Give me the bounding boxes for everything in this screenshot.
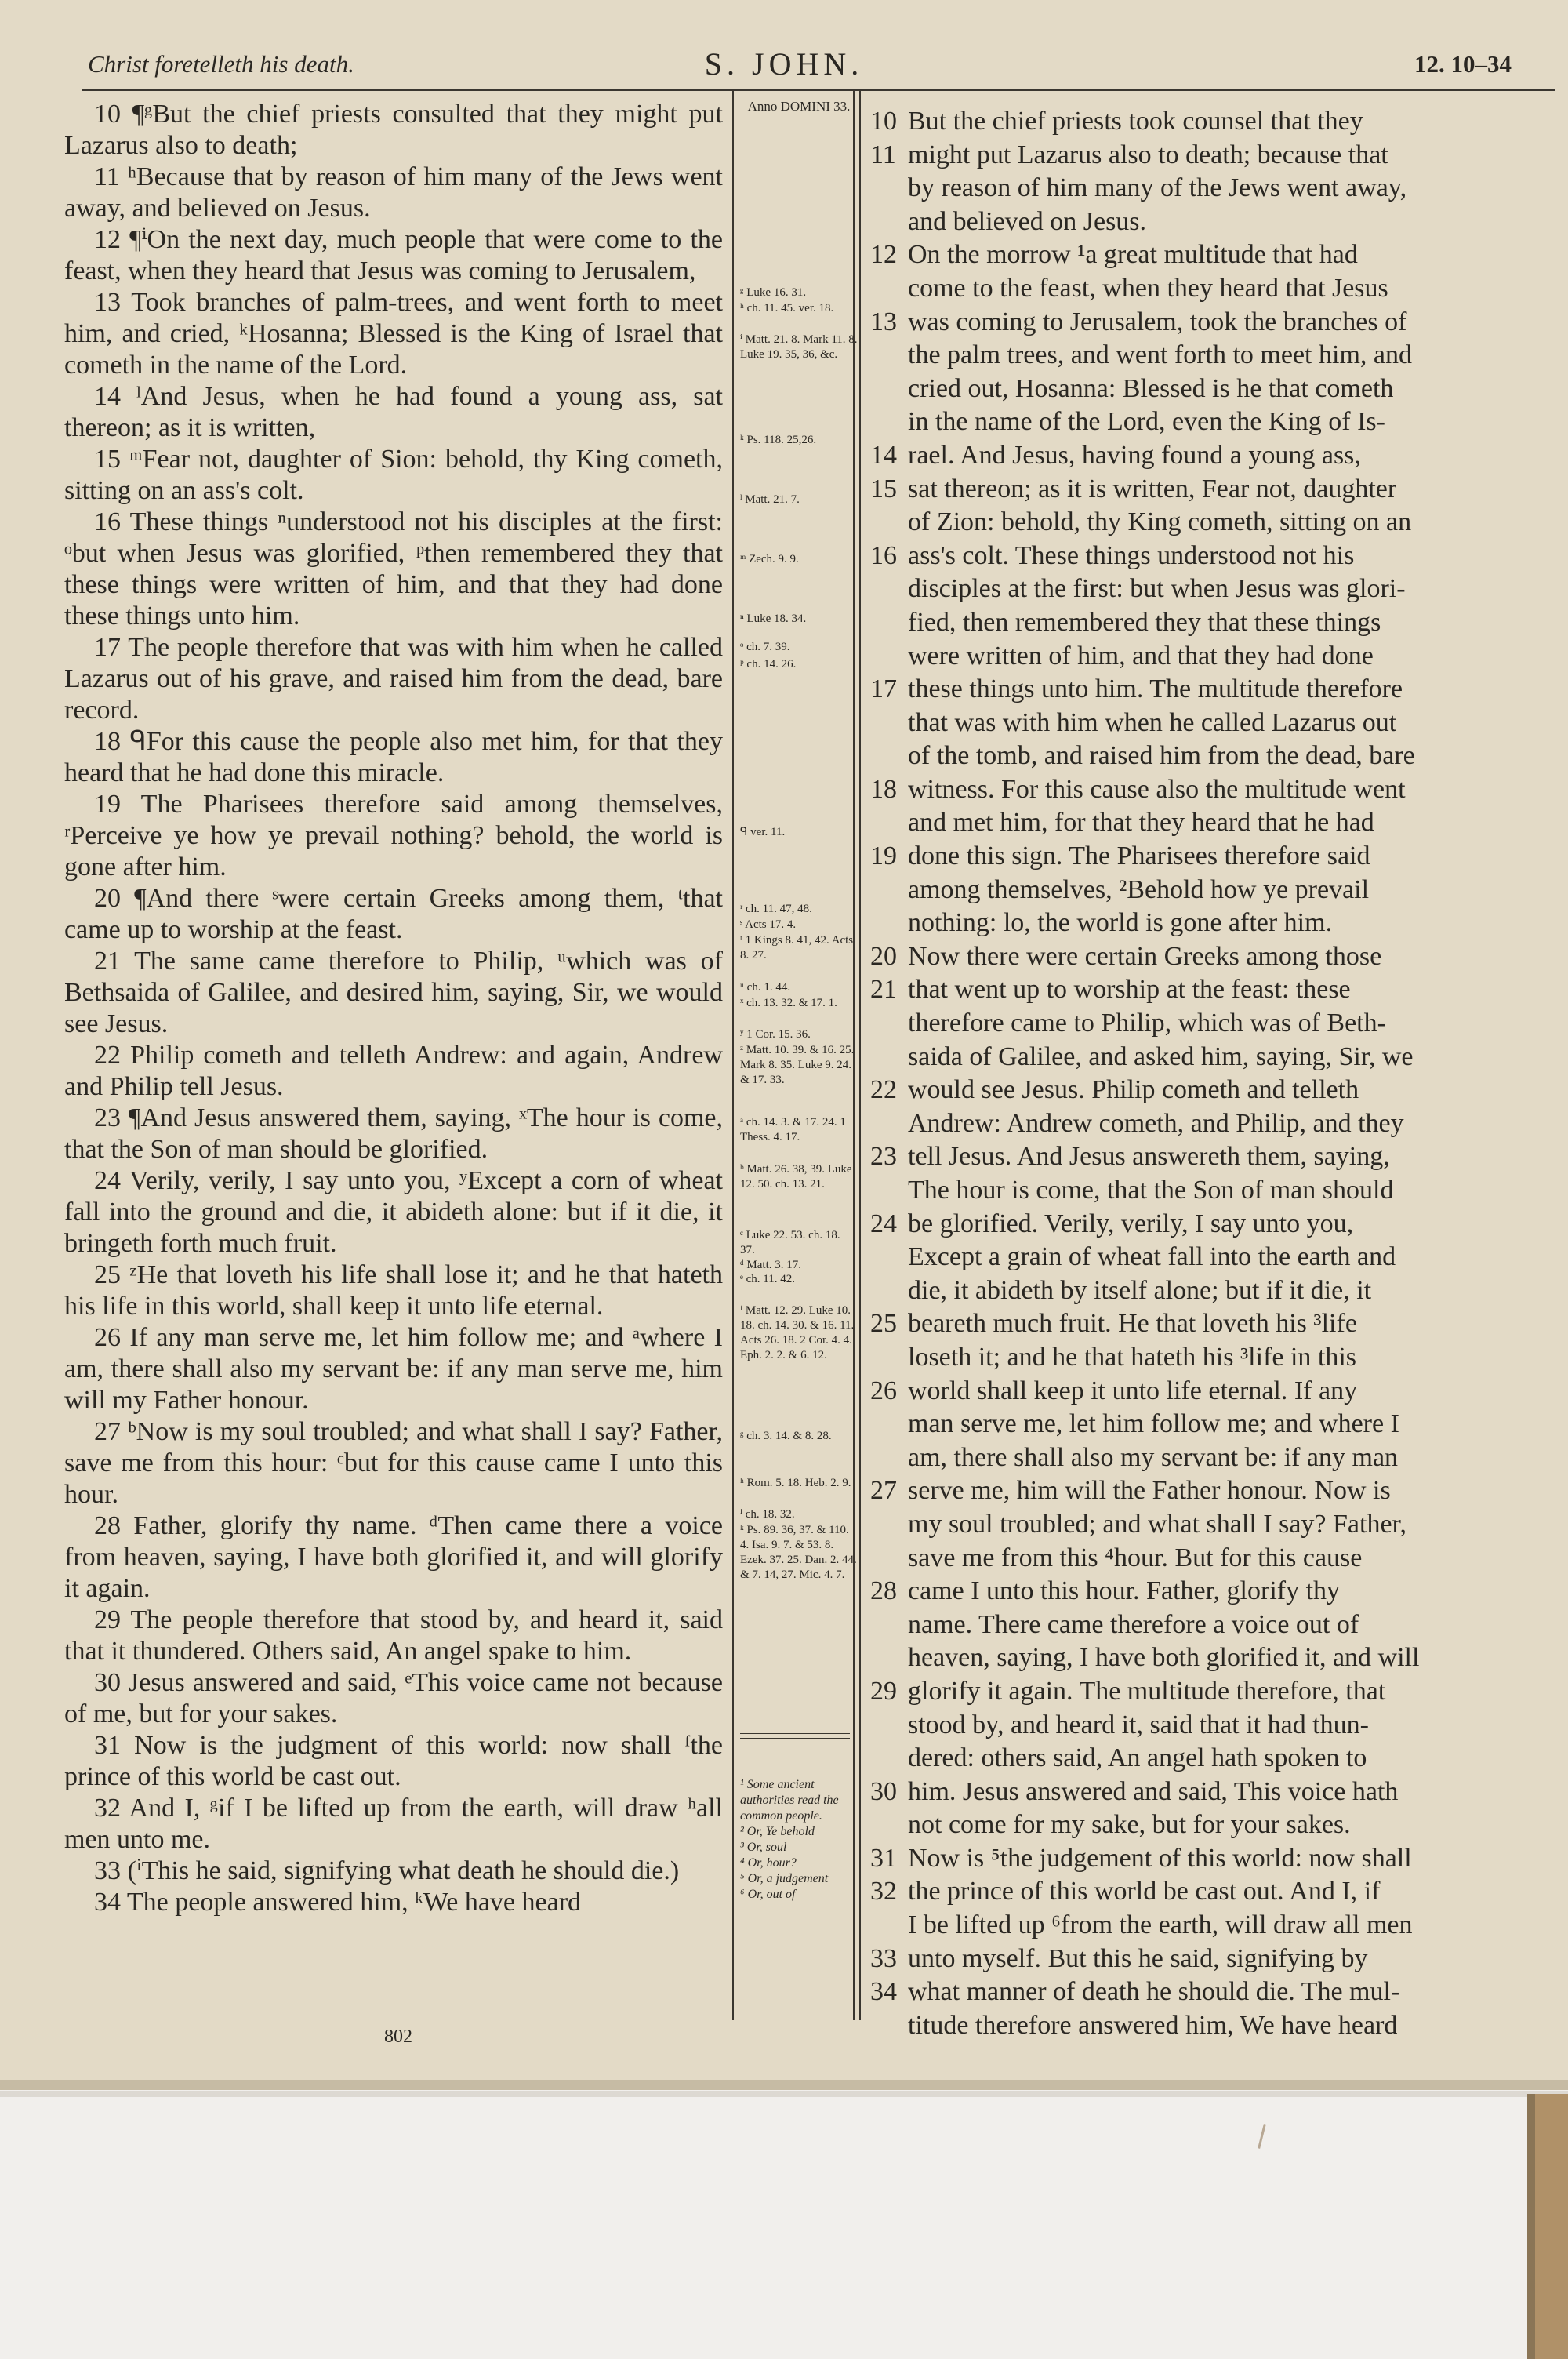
footnote-rule [740,1733,850,1734]
rv-line [870,339,1521,373]
verse: 17 The people therefore that was with him when he called Lazarus out of his grave, and raised him from the dead, bare record. [64,633,723,725]
verse-number: 33 [870,1943,897,1973]
margin-reference: ᵐ Zech. 9. 9. [740,553,799,565]
page-edge [0,2080,1568,2090]
rv-line [870,1909,1521,1943]
margin-reference: ᵘ ch. 1. 44. [740,981,791,994]
rv-line [870,1474,1521,1508]
margin-reference: ᵈ Matt. 3. 17. [740,1259,801,1271]
book-title: S. JOHN. [704,46,864,82]
bookmark-ribbon [1535,2094,1568,2359]
rv-text: beareth much fruit. He that loveth his ³life [908,1309,1357,1339]
verse: 18 ᑫFor this cause the people also met him, for that they heard that he had done this miracle. [64,727,723,787]
margin-reference: ⁱ Matt. 21. 8. Mark 11. 8. Luke 19. 35, 36, &c. [740,333,858,361]
rv-text: these things unto him. The multitude therefore [908,674,1403,704]
rv-line [870,1842,1521,1876]
revised-version-column [870,105,1521,2042]
footnote: ⁶ Or, out of [740,1888,796,1901]
rv-line [870,373,1521,406]
verse: 15 ᵐFear not, daughter of Sion: behold, thy King cometh, sitting on an ass's colt. [64,445,723,505]
rv-text: the palm trees, and went forth to meet him, and [908,340,1412,370]
margin-reference: ⁿ Luke 18. 34. [740,612,807,625]
rv-text: be glorified. Verily, verily, I say unto you, [908,1209,1354,1238]
footnote: ⁴ Or, hour? [740,1856,797,1870]
verse-number: 29 [870,1676,897,1706]
verse-number: 34 [870,1977,897,2007]
verse: 12 ¶ⁱOn the next day, much people that were come to the feast, when they heard that Jesus was coming to Jerusalem, [64,225,723,285]
page-shadow [0,2091,1568,2097]
rv-text: him. Jesus answered and said, This voice hath [908,1776,1399,1806]
rv-line [870,1608,1521,1642]
rv-text: nothing: lo, the world is gone after him. [908,908,1333,938]
stray-mark [1258,2124,1266,2149]
rv-text: not come for my sake, but for your sakes. [908,1810,1351,1840]
rv-line [870,907,1521,940]
rv-text: sat thereon; as it is written, Fear not, daughter [908,474,1397,503]
rv-line [870,840,1521,874]
rv-text: in the name of the Lord, even the King of Is- [908,407,1385,437]
rv-text: fied, then remembered they that these things [908,607,1381,637]
rv-line [870,1776,1521,1809]
verse-number: 30 [870,1776,897,1806]
rv-line [870,640,1521,674]
margin-reference: ᵍ ch. 3. 14. & 8. 28. [740,1430,832,1442]
verse: 28 Father, glorify thy name. ᵈThen came there a voice from heaven, saying, I have both glorified it, and will glorify it again. [64,1511,723,1603]
rv-line [870,973,1521,1007]
rv-text: save me from this ⁴hour. But for this cause [908,1543,1363,1572]
verse: 22 Philip cometh and telleth Andrew: and again, Andrew and Philip tell Jesus. [64,1041,723,1101]
rv-line [870,606,1521,640]
rv-line [870,1575,1521,1608]
rv-text: my soul troubled; and what shall I say? Father, [908,1509,1407,1539]
verse-number: 17 [870,674,897,704]
rv-line [870,1241,1521,1274]
verse-number: 21 [870,975,897,1005]
verse: 31 Now is the judgment of this world: now shall ᶠthe prince of this world be cast out. [64,1731,723,1791]
rv-text: Now is ⁵the judgement of this world: now shall [908,1843,1412,1873]
rv-text: But the chief priests took counsel that they [908,107,1363,136]
verse-number: 24 [870,1209,897,1238]
margin-reference: ˢ Acts 17. 4. [740,918,797,931]
rv-text: man serve me, let him follow me; and where I [908,1409,1399,1439]
footnote: ⁵ Or, a judgement [740,1872,829,1885]
rv-text: would see Jesus. Philip cometh and telleth [908,1075,1359,1105]
rv-text: Andrew: Andrew cometh, and Philip, and they [908,1108,1404,1138]
rv-text: that was with him when he called Lazarus out [908,707,1397,737]
rv-line [870,405,1521,439]
verse: 27 ᵇNow is my soul troubled; and what shall I say? Father, save me from this hour: ᶜbut for this cause came I unto this hour. [64,1417,723,1509]
footnote: ³ Or, soul [740,1841,787,1854]
header-rule [82,89,1555,91]
margin-reference: ᵉ ch. 11. 42. [740,1273,795,1285]
margin-reference: ʳ ch. 11. 47, 48. [740,903,812,915]
margin-reference: ᵇ Matt. 26. 38, 39. Luke 12. 50. ch. 13. 21. [740,1163,852,1190]
verse: 13 Took branches of palm-trees, and went forth to meet him, and cried, ᵏHosanna; Blessed is the King of Israel that cometh in the name of the Lord. [64,288,723,380]
verse: 20 ¶And there ˢwere certain Greeks among them, ᵗthat came up to worship at the feast. [64,884,723,944]
rv-line [870,806,1521,840]
rv-line [870,1307,1521,1341]
rv-line [870,1641,1521,1675]
rv-text: loseth it; and he that hateth his ³life in this [908,1342,1357,1372]
rv-line [870,238,1521,272]
verse-number: 32 [870,1877,897,1906]
rv-line [870,105,1521,139]
rv-text: The hour is come, that the Son of man should [908,1176,1394,1205]
rv-line [870,1508,1521,1542]
margin-reference: ᵗ 1 Kings 8. 41, 42. Acts 8. 27. [740,934,854,961]
margin-reference: ᵍ Luke 16. 31. [740,286,807,299]
verse-number: 19 [870,841,897,871]
rv-text: the prince of this world be cast out. And I, if [908,1877,1381,1906]
rv-text: world shall keep it unto life eternal. If any [908,1376,1358,1405]
margin-reference: ʰ ch. 11. 45. ver. 18. [740,302,834,314]
verse: 30 Jesus answered and said, ᵉThis voice came not because of me, but for your sakes. [64,1668,723,1728]
rv-line [870,1709,1521,1743]
rv-text: unto myself. But this he said, signifying by [908,1943,1368,1973]
verse-number: 27 [870,1476,897,1506]
rv-line [870,306,1521,340]
bookmark-ribbon-edge [1527,2094,1535,2359]
rv-line [870,1041,1521,1074]
footnotes [740,1777,856,1903]
rv-text: On the morrow ¹a great multitude that had [908,240,1358,270]
margin-reference: ʸ 1 Cor. 15. 36. [740,1028,811,1041]
rv-line [870,1208,1521,1241]
margin-reference: ᵏ Ps. 89. 36, 37. & 110. 4. Isa. 9. 7. & 53. 8. Ezek. 37. 25. Dan. 2. 44. & 7. 14, 27. Mic. 4. 7. [740,1524,857,1581]
verse: 21 The same came therefore to Philip, ᵘwhich was of Bethsaida of Galilee, and desired him, saying, Sir, we would see Jesus. [64,947,723,1038]
rv-text: ass's colt. These things understood not his [908,540,1355,570]
verse: 19 The Pharisees therefore said among themselves, ʳPerceive ye how ye prevail nothing? behold, the world is gone after him. [64,790,723,881]
verse-number: 20 [870,941,897,971]
rv-line [870,1140,1521,1174]
rv-text: that went up to worship at the feast: these [908,975,1351,1005]
rv-text: were written of him, and that they had done [908,641,1374,671]
chapter-verse-range: 12. 10–34 [1414,50,1512,78]
verse-number: 18 [870,774,897,804]
rv-text: serve me, him will the Father honour. Now is [908,1476,1391,1506]
rv-text: and believed on Jesus. [908,206,1147,236]
rv-line [870,172,1521,205]
rv-line [870,1808,1521,1842]
authorized-version-column [64,99,723,1918]
verse-number: 26 [870,1376,897,1405]
rv-line [870,1976,1521,2009]
rv-text: of Zion: behold, thy King cometh, sitting on an [908,507,1412,537]
rv-text: tell Jesus. And Jesus answereth them, saying, [908,1142,1390,1172]
rv-line [870,1074,1521,1107]
rv-text: cried out, Hosanna: Blessed is he that cometh [908,373,1394,403]
rv-text: stood by, and heard it, said that it had thun- [908,1710,1369,1739]
margin-reference: ˣ ch. 13. 32. & 17. 1. [740,997,837,1009]
rv-text: heaven, saying, I have both glorified it, and will [908,1643,1420,1673]
rv-line [870,1274,1521,1308]
rv-line [870,139,1521,173]
rv-text: saida of Galilee, and asked him, saying, Sir, we [908,1041,1414,1071]
rv-text: by reason of him many of the Jews went away, [908,173,1407,203]
rv-text: dered: others said, An angel hath spoken to [908,1743,1367,1773]
rv-line [870,540,1521,573]
rv-line [870,1542,1521,1576]
margin-reference: ᑫ ver. 11. [740,826,786,838]
margin-reference: ᵖ ch. 14. 26. [740,658,797,671]
rv-text: disciples at the first: but when Jesus was glori- [908,574,1406,604]
rv-line [870,1441,1521,1475]
margin-reference: ᶻ Matt. 10. 39. & 16. 25. Mark 8. 35. Luke 9. 24. & 17. 33. [740,1044,855,1086]
rv-line [870,673,1521,707]
verse-number: 22 [870,1075,897,1105]
verse-number: 14 [870,440,897,470]
verse-number: 12 [870,240,897,270]
verse-number: 25 [870,1309,897,1339]
rv-text: witness. For this cause also the multitude went [908,774,1406,804]
verse: 29 The people therefore that stood by, and heard it, said that it thundered. Others said, An angel spake to him. [64,1605,723,1666]
rv-line [870,1675,1521,1709]
rv-line [870,1875,1521,1909]
rv-text: am, there shall also my servant be: if any man [908,1442,1399,1472]
anno-domini: Anno DOMINI 33. [747,99,851,114]
verse: 14 ˡAnd Jesus, when he had found a young ass, sat thereon; as it is written, [64,382,723,442]
verse: 32 And I, ᵍif I be lifted up from the earth, will draw ʰall men unto me. [64,1794,723,1854]
rv-text: might put Lazarus also to death; because that [908,140,1388,169]
page-number: 802 [384,2026,412,2047]
running-head-left: Christ foretelleth his death. [88,50,354,78]
verse-number: 31 [870,1843,897,1873]
verse-number: 13 [870,307,897,336]
rv-text: rael. And Jesus, having found a young ass, [908,440,1361,470]
rv-text: among themselves, ²Behold how ye prevail [908,874,1370,904]
rv-text: therefore came to Philip, which was of Beth- [908,1009,1386,1038]
rv-line [870,1943,1521,1976]
column-rule-mid-double [859,91,861,2020]
rv-line [870,773,1521,807]
rv-text: glorify it again. The multitude therefore, that [908,1676,1386,1706]
rv-text: done this sign. The Pharisees therefore said [908,841,1370,871]
verse: 33 (ⁱThis he said, signifying what death he should die.) [94,1856,680,1885]
verse: 23 ¶And Jesus answered them, saying, ˣThe hour is come, that the Son of man should be glorified. [64,1103,723,1164]
rv-text: die, it abideth by itself alone; but if it die, it [908,1275,1372,1305]
verse: 24 Verily, verily, I say unto you, ʸExcept a corn of wheat fall into the ground and die, it abideth alone: but if it die, it bringeth forth much fruit. [64,1166,723,1258]
rv-text: come to the feast, when they heard that Jesus [908,273,1388,303]
rv-line [870,439,1521,473]
margin-reference: ᵒ ch. 7. 39. [740,641,790,653]
margin-reference: ⁱ ch. 18. 32. [740,1508,795,1521]
verse-number: 28 [870,1576,897,1606]
rv-text: I be lifted up ⁶from the earth, will draw all men [908,1910,1413,1940]
rv-line [870,874,1521,907]
margin-reference: ʰ Rom. 5. 18. Heb. 2. 9. [740,1477,851,1489]
margin-reference: ˡ Matt. 21. 7. [740,493,800,506]
verse-number: 23 [870,1142,897,1172]
verse-number: 10 [870,107,897,136]
rv-line [870,1107,1521,1141]
verse-number: 15 [870,474,897,503]
rv-line [870,506,1521,540]
rv-line [870,1408,1521,1441]
rv-text: Now there were certain Greeks among those [908,941,1382,971]
verse-number: 16 [870,540,897,570]
margin-reference: ᵃ ch. 14. 3. & 17. 24. 1 Thess. 4. 17. [740,1116,846,1143]
rv-line [870,707,1521,740]
rv-line [870,940,1521,974]
rv-line [870,1174,1521,1208]
rv-line [870,1341,1521,1375]
rv-line [870,2009,1521,2043]
footnote: ² Or, Ye behold [740,1825,815,1838]
rv-text: what manner of death he should die. The mul- [908,1977,1400,2007]
margin-references-column [740,99,858,1581]
rv-line [870,1742,1521,1776]
rv-text: name. There came therefore a voice out of [908,1609,1359,1639]
rv-line [870,1375,1521,1408]
verse: 16 These things ⁿunderstood not his disciples at the first: ᵒbut when Jesus was glorified, ᵖthen remembered they that these things were written of him, and that they had done these things unto him. [64,507,723,631]
verse: 11 ʰBecause that by reason of him many of the Jews went away, and believed on Jesus. [64,162,723,223]
rv-text: and met him, for that they heard that he had [908,808,1374,838]
rv-line [870,205,1521,239]
footnote-rule [740,1738,850,1739]
rv-line [870,572,1521,606]
rv-line [870,1007,1521,1041]
verse-number: 11 [870,140,896,169]
rv-text: came I unto this hour. Father, glorify thy [908,1576,1341,1606]
rv-line [870,272,1521,306]
rv-text: was coming to Jerusalem, took the branches of [908,307,1407,336]
margin-reference: ᶠ Matt. 12. 29. Luke 10. 18. ch. 14. 30. & 16. 11. Acts 26. 18. 2 Cor. 4. 4. Eph. 2. 2. & 6. 12. [740,1304,855,1361]
footnote: ¹ Some ancient authorities read the common people. [740,1778,839,1823]
verse: 34 The people answered him, ᵏWe have heard [94,1888,582,1917]
rv-text: titude therefore answered him, We have heard [908,2010,1398,2040]
column-rule-left [732,91,734,2020]
verse: 26 If any man serve me, let him follow me; and ᵃwhere I am, there shall also my servant be: if any man serve me, him will my Father honour. [64,1323,723,1415]
rv-text: of the tomb, and raised him from the dead, bare [908,741,1415,771]
rv-line [870,473,1521,507]
margin-reference: ᶜ Luke 22. 53. ch. 18. 37. [740,1229,840,1256]
verse: 10 ¶ᵍBut the chief priests consulted that they might put Lazarus also to death; [64,100,723,160]
verse: 25 ᶻHe that loveth his life shall lose it; and he that hateth his life in this world, shall keep it unto life eternal. [64,1260,723,1321]
margin-reference: ᵏ Ps. 118. 25,26. [740,434,817,446]
rv-text: Except a grain of wheat fall into the earth and [908,1242,1396,1272]
rv-line [870,740,1521,773]
